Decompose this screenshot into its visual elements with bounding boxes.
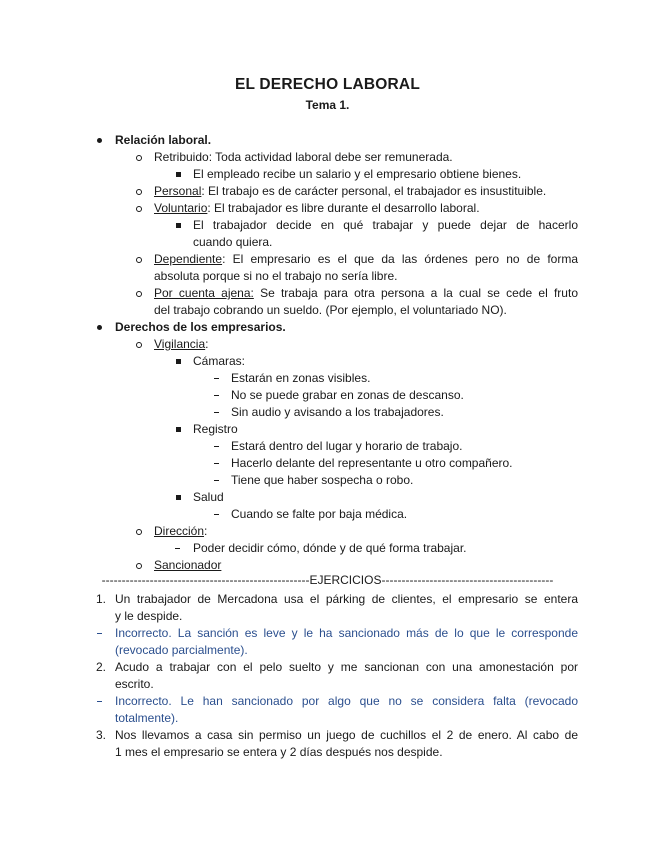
bullet-dash [214,446,219,447]
list-subitem-camaras: Cámaras: [193,354,246,368]
answer-dash [97,633,102,634]
list-detail: No se puede grabar en zonas de descanso. [231,388,464,402]
bullet-square [176,223,181,228]
bullet-dash [214,412,219,413]
list-subitem-continued: cuando quiera. [193,235,273,249]
list-detail: Tiene que haber sospecha o robo. [231,473,414,487]
list-item-continued: absoluta porque si no el trabajo no sería libre. [154,269,398,283]
bullet-circle [136,529,142,535]
list-item-retribuido [154,149,453,166]
bullet-dash [214,463,219,464]
exercise-1-text: Un trabajador de Mercadona usa el párking de clientes, el empresario se entera [115,592,578,606]
list-item-ajena [154,285,578,302]
bullet-dash [175,548,180,549]
answer-1-text: Incorrecto. La sanción es leve y le ha sancionado más de lo que le corresponde [115,626,578,640]
list-item-voluntario [154,200,480,217]
list-item-direccion [154,523,207,540]
term-personal: Personal [154,184,202,198]
answer-1-text-continued: (revocado parcialmente). [115,643,248,657]
bullet-circle [136,342,142,348]
list-subitem: El empleado recibe un salario y el empresario obtiene bienes. [193,167,522,181]
bullet-disc [97,138,102,143]
term-direccion: Dirección [154,524,205,538]
bullet-circle [136,206,142,212]
bullet-circle [136,189,142,195]
bullet-dash [214,480,219,481]
list-item-sancionador: Sancionador [154,558,222,572]
bullet-circle [136,291,142,297]
exercise-number: 1. [96,592,107,606]
text-voluntario: : El trabajador es libre durante el desarrollo laboral. [207,201,480,215]
bullet-square [176,495,181,500]
text-dependiente: : El empresario es el que da las órdenes pero no de forma [222,252,578,266]
list-subitem-salud: Salud [193,490,224,504]
exercise-number: 2. [96,660,107,674]
list-detail: Cuando se falte por baja médica. [231,507,408,521]
term-retribuido: Retribuido [154,150,209,164]
bullet-square [176,427,181,432]
section-heading-derechos: Derechos de los empresarios. [115,320,286,334]
exercise-3-text-continued: 1 mes el empresario se entera y 2 días después nos despide. [115,745,443,759]
term-dependiente: Dependiente [154,252,223,266]
ejercicios-separator: ----------------------------------------------------EJERCICIOS------------------------------------------- [101,573,554,587]
text-personal: : El trabajo es de carácter personal, el trabajador es insustituible. [201,184,547,198]
bullet-dash [214,395,219,396]
exercise-3-text: Nos llevamos a casa sin permiso un juego de cuchillos el 2 de enero. Al cabo de [115,728,578,742]
section-heading-relacion: Relación laboral. [115,133,212,147]
list-detail: Hacerlo delante del representante u otro compañero. [231,456,513,470]
list-detail: Estarán en zonas visibles. [231,371,371,385]
list-item-dependiente [154,251,578,268]
list-detail: Estará dentro del lugar y horario de trabajo. [231,439,463,453]
bullet-dash [214,378,219,379]
colon: : [205,337,209,351]
list-detail: Poder decidir cómo, dónde y de qué forma trabajar. [193,541,467,555]
exercise-2-text-continued: escrito. [115,677,154,691]
list-item-personal [154,183,546,200]
list-item-vigilancia [154,336,209,353]
document-subtitle: Tema 1. [305,98,350,112]
exercise-1-text-continued: y le despide. [115,609,183,623]
bullet-circle [136,257,142,263]
bullet-disc [97,325,102,330]
list-detail: Sin audio y avisando a los trabajadores. [231,405,444,419]
term-ajena: Por cuenta ajena: [154,286,254,300]
exercise-2-text: Acudo a trabajar con el pelo suelto y me sancionan con una amonestación por [115,660,578,674]
answer-2-text-continued: totalmente). [115,711,179,725]
list-subitem: El trabajador decide en qué trabajar y puede dejar de hacerlo [193,218,578,232]
text-retribuido: : Toda actividad laboral debe ser remunerada. [208,150,453,164]
exercise-number: 3. [96,728,107,742]
colon: : [204,524,208,538]
bullet-square [176,172,181,177]
bullet-circle [136,155,142,161]
list-subitem-registro: Registro [193,422,238,436]
document-title: EL DERECHO LABORAL [234,76,420,93]
bullet-dash [214,514,219,515]
text-ajena: Se trabaja para otra persona a la cual se cede el fruto [253,286,578,300]
answer-dash [97,701,102,702]
bullet-circle [136,563,142,569]
list-item-continued: del trabajo cobrando un sueldo. (Por ejemplo, el voluntariado NO). [154,303,507,317]
term-vigilancia: Vigilancia [154,337,206,351]
bullet-square [176,359,181,364]
term-voluntario: Voluntario [154,201,208,215]
answer-2-text: Incorrecto. Le han sancionado por algo que no se considera falta (revocado [115,694,578,708]
